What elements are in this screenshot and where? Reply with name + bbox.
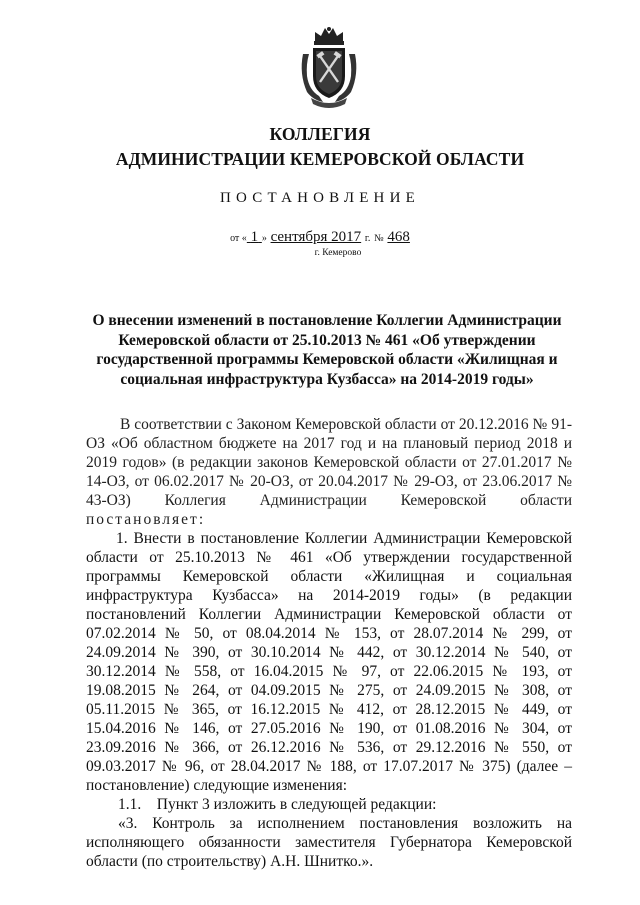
resolves-text: постановляет: bbox=[86, 511, 206, 528]
number-label: № bbox=[374, 233, 384, 244]
document-body bbox=[86, 415, 572, 871]
date-year-suffix: г. bbox=[364, 233, 371, 244]
date-mid: » bbox=[261, 233, 267, 244]
kemerovo-coat-of-arms-icon bbox=[297, 24, 361, 108]
city: г. Кемерово bbox=[314, 248, 362, 258]
date-month-year: сентября 2017 bbox=[270, 229, 362, 245]
preamble-text: В соответствии с Законом Кемеровской области от 20.12.2016 № 91-ОЗ «Об областном бюджете на 2017 год и на плановый период 2018 и 2019 годов» (в редакции законов Кемеровской области от 27.01.2017 № 14-ОЗ, от 06.02.2017 № 20-ОЗ, от 20.04.2017 № 29-ОЗ, от 23.06.2017 № 43-ОЗ) Коллегия Администрации Кемеровской области bbox=[86, 416, 572, 509]
item-1-1-paragraph: 1.1. Пункт 3 изложить в следующей редакции: bbox=[118, 796, 437, 813]
document-date-line bbox=[0, 229, 640, 246]
preamble-paragraph bbox=[86, 415, 572, 529]
date-day: 1 bbox=[250, 229, 259, 245]
date-prefix: от « bbox=[230, 233, 247, 244]
document-type: ПОСТАНОВЛЕНИЕ bbox=[220, 190, 420, 206]
document-title: О внесении изменений в постановление Коллегии Администрации Кемеровской области от 25.10.2013 № 461 «Об утверждении государственной программы Кемеровской области «Жилищная и социальная инфраструктура Кузбасса» на 2014-2019 годы» bbox=[92, 312, 562, 388]
org-name-line2: АДМИНИСТРАЦИИ КЕМЕРОВСКОЙ ОБЛАСТИ bbox=[115, 149, 525, 169]
org-name-line1: КОЛЛЕГИЯ bbox=[269, 124, 371, 144]
item-1-paragraph: 1. Внести в постановление Коллегии Администрации Кемеровской области от 25.10.2013 № 461 «Об утверждении государственной программы Кемеровской области «Жилищная и социальная инфраструктура Кузбасса» на 2014-2019 годы» (в редакции постановлений Коллегии Администрации Кемеровской области от 07.02.2014 № 50, от 08.04.2014 № 153, от 28.07.2014 № 299, от 24.09.2014 № 390, от 30.10.2014 № 442, от 30.12.2014 № 540, от 30.12.2014 № 558, от 16.04.2015 № 97, от 22.06.2015 № 193, от 19.08.2015 № 264, от 04.09.2015 № 275, от 24.09.2015 № 308, от 05.11.2015 № 365, от 16.12.2015 № 412, от 28.12.2015 № 449, от 15.04.2016 № 146, от 27.05.2016 № 190, от 01.08.2016 № 304, от 23.09.2016 № 366, от 26.12.2016 № 536, от 29.12.2016 № 550, от 09.03.2017 № 96, от 28.04.2017 № 188, от 17.07.2017 № 375) (далее – постановление) следующие изменения: bbox=[86, 530, 572, 794]
quote-paragraph: «3. Контроль за исполнением постановления возложить на исполняющего обязанности заместителя Губернатора Кемеровской области (по строительству) А.Н. Шнитко.». bbox=[86, 815, 572, 870]
document-number: 468 bbox=[387, 229, 410, 245]
